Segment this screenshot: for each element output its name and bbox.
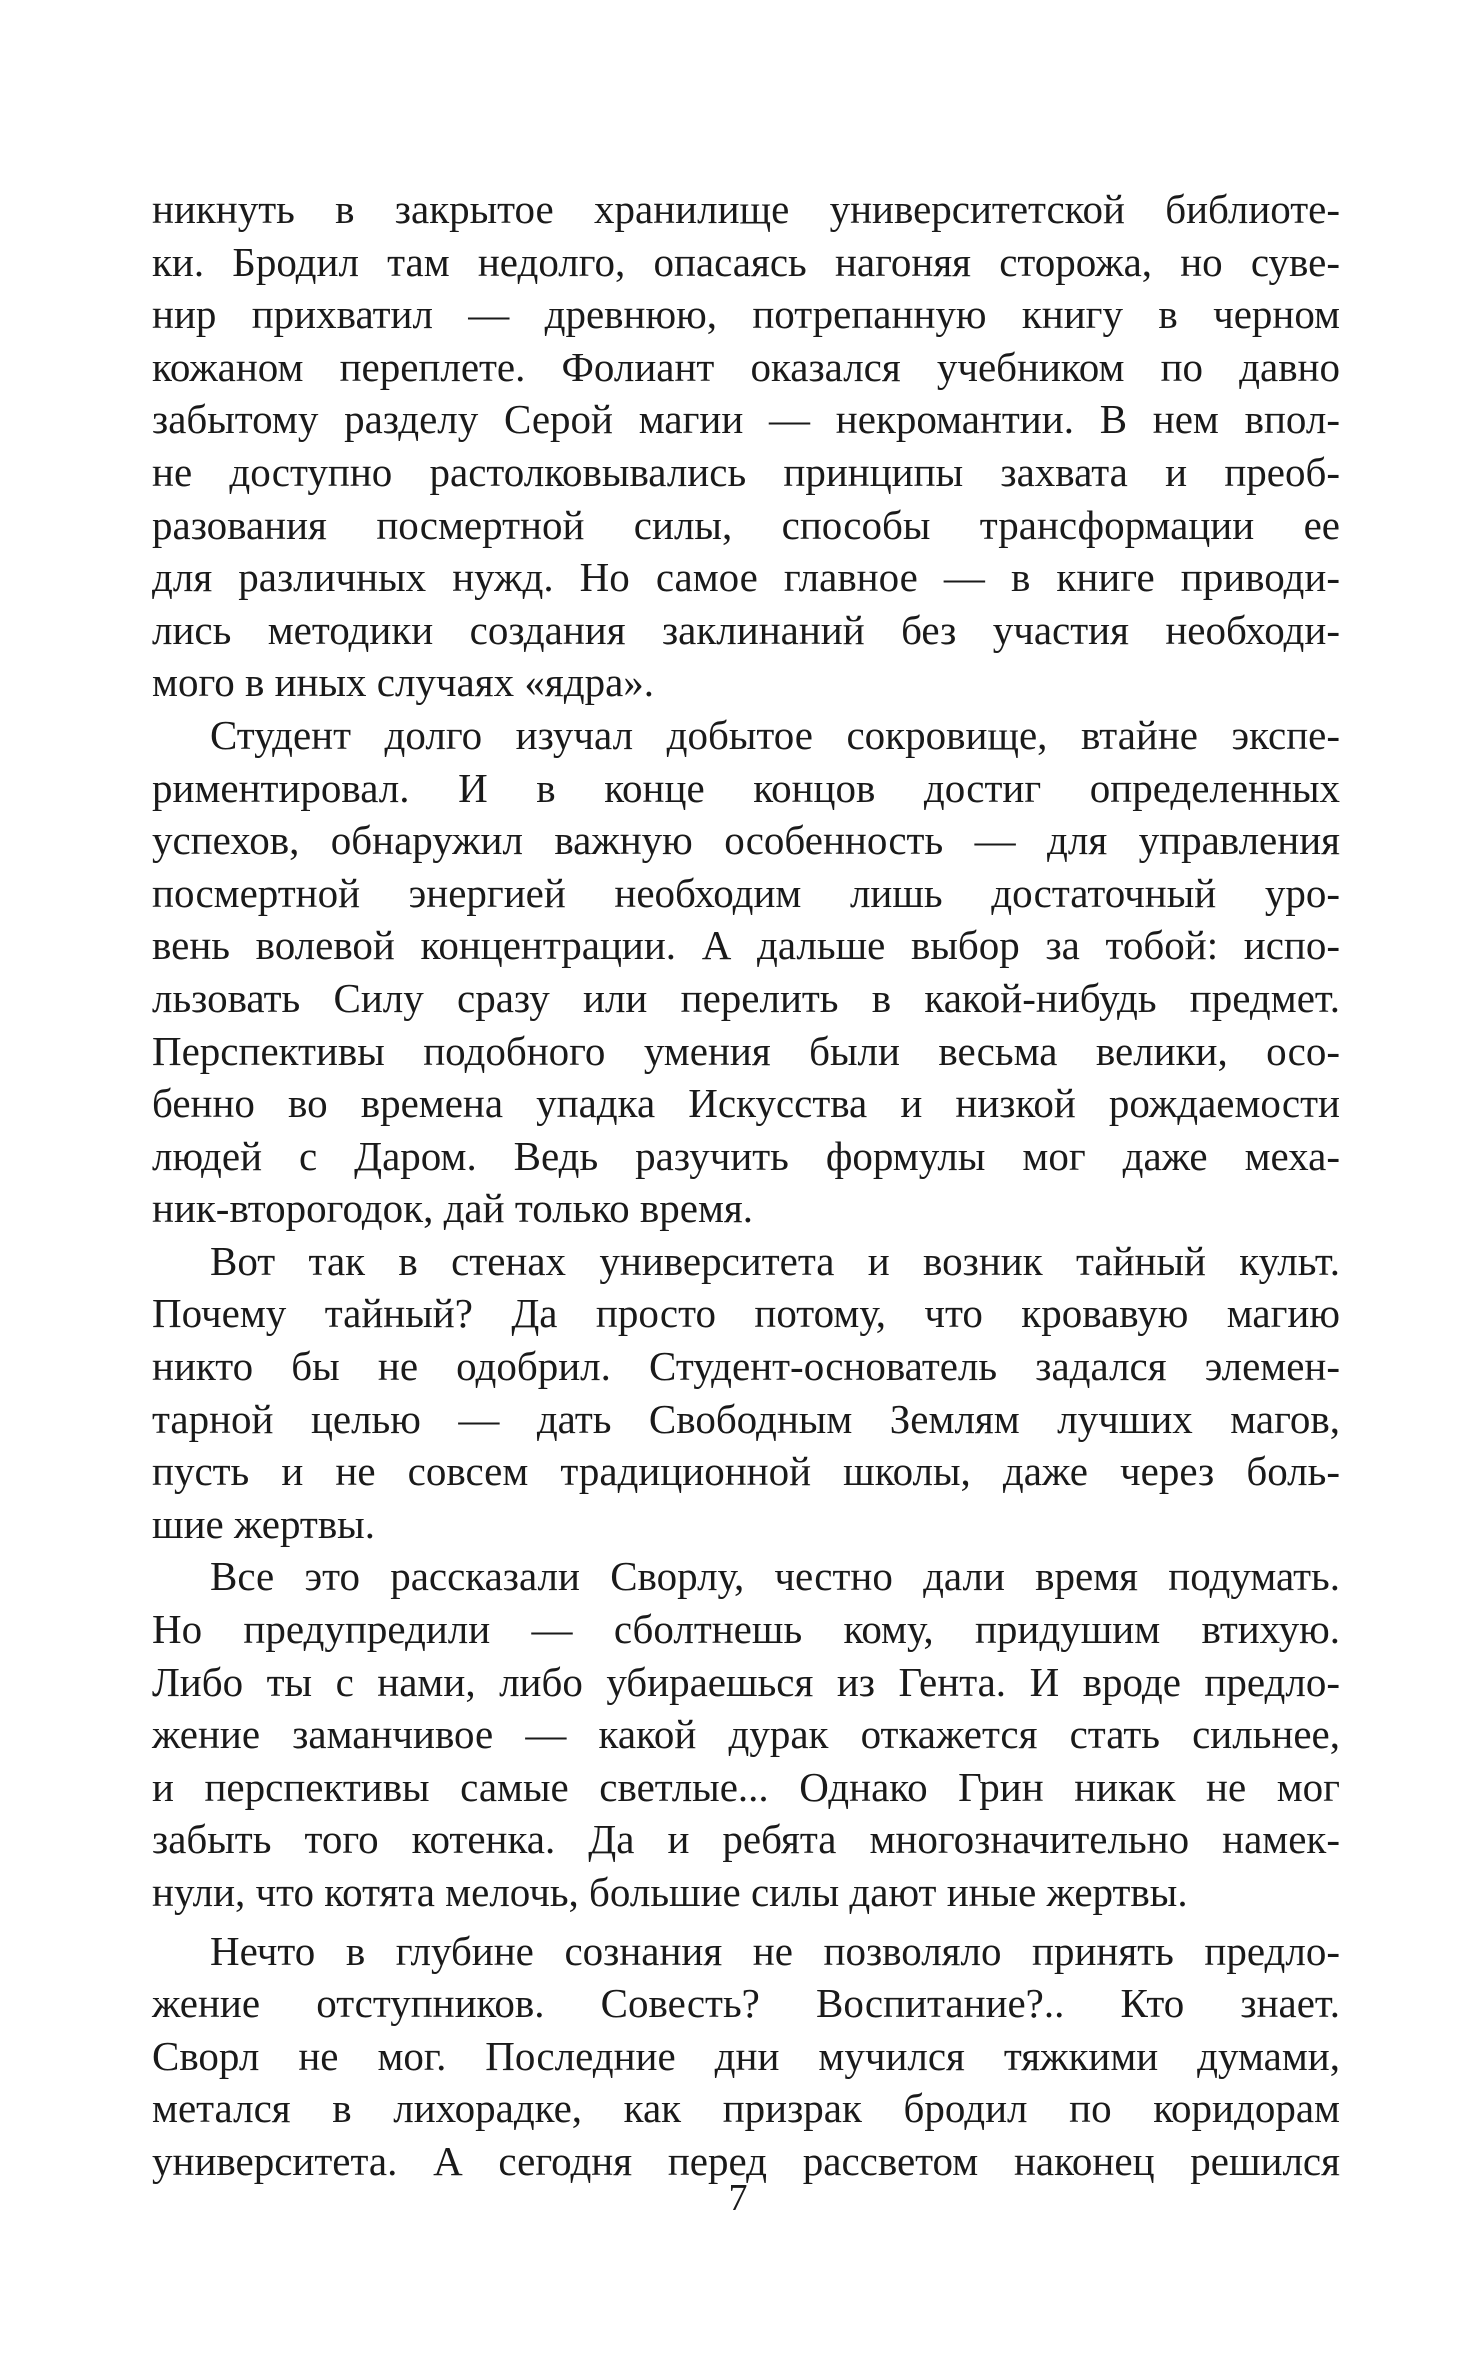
text-line: никнуть в закрытое хранилище университетской библиоте- xyxy=(152,186,1340,232)
paragraph xyxy=(152,1235,1340,1551)
text-line: риментировал. И в конце концов достиг определенных xyxy=(152,764,1340,811)
text-line: Либо ты с нами, либо убираешься из Гента. И вроде предло- xyxy=(152,1658,1340,1705)
text-line: никто бы не одобрил. Студент-основатель задался элемен- xyxy=(152,1343,1340,1390)
paragraph xyxy=(152,183,1340,709)
text-line: жение заманчивое — какой дурак откажется стать сильнее, xyxy=(152,1711,1340,1758)
text-line: шие жертвы. xyxy=(152,1500,375,1547)
text-line: Почему тайный? Да просто потому, что кровавую магию xyxy=(152,1290,1340,1337)
text-line: университета. А сегодня перед рассветом наконец решился xyxy=(152,2137,1340,2184)
text-line: нир прихватил — древнюю, потрепанную книгу в черном xyxy=(152,291,1340,338)
text-line: пусть и не совсем традиционной школы, даже через боль- xyxy=(152,1448,1340,1495)
text-line: Перспективы подобного умения были весьма велики, осо- xyxy=(152,1027,1340,1074)
text-line: льзовать Силу сразу или перелить в какой-нибудь предмет. xyxy=(152,974,1340,1021)
text-line: не доступно растолковывались принципы захвата и преоб- xyxy=(152,448,1340,495)
text-line: тарной целью — дать Свободным Землям лучших магов, xyxy=(152,1395,1340,1442)
page-number: 7 xyxy=(728,2177,748,2219)
text-line: кожаном переплете. Фолиант оказался учебником по давно xyxy=(152,343,1340,390)
text-line: жение отступников. Совесть? Воспитание?.. Кто знает. xyxy=(152,1980,1340,2027)
text-line: забытому разделу Серой магии — некромантии. В нем впол- xyxy=(152,396,1340,443)
text-line: разования посмертной силы, способы трансформации ее xyxy=(152,501,1340,548)
text-line: для различных нужд. Но самое главное — в книге приводи- xyxy=(152,554,1340,601)
text-line: нули, что котята мелочь, большие силы дают иные жертвы. xyxy=(152,1869,1188,1915)
text-line: и перспективы самые светлые... Однако Грин никак не мог xyxy=(152,1763,1340,1810)
text-line: посмертной энергией необходим лишь достаточный уро- xyxy=(152,869,1340,916)
text-line: успехов, обнаружил важную особенность — для управления xyxy=(152,817,1340,864)
text-line: вень волевой концентрации. А дальше выбор за тобой: испо- xyxy=(152,922,1340,969)
text-line: Нечто в глубине сознания не позволяло принять предло- xyxy=(210,1927,1340,1974)
text-line: мого в иных случаях «ядра». xyxy=(152,659,655,706)
text-line: Вот так в стенах университета и возник тайный культ. xyxy=(210,1237,1340,1284)
text-line: забыть того котенка. Да и ребята многозначительно намек- xyxy=(152,1816,1340,1863)
paragraph xyxy=(152,1925,1340,2188)
text-line: Но предупредили — сболтнешь кому, придушим втихую. xyxy=(152,1606,1340,1653)
text-line: бенно во времена упадка Искусства и низкой рождаемости xyxy=(152,1080,1340,1127)
text-line: Все это рассказали Сворлу, честно дали время подумать. xyxy=(210,1553,1340,1600)
text-line: людей с Даром. Ведь разучить формулы мог даже меха- xyxy=(152,1132,1340,1179)
text-line: метался в лихорадке, как призрак бродил по коридорам xyxy=(152,2085,1340,2132)
text-line: Студент долго изучал добытое сокровище, втайне экспе- xyxy=(210,711,1340,758)
paragraph xyxy=(152,709,1340,1235)
paragraph xyxy=(152,1550,1340,1918)
text-line: ник-второгодок, дай только время. xyxy=(152,1185,754,1232)
text-line: лись методики создания заклинаний без участия необходи- xyxy=(152,606,1340,653)
text-line: ки. Бродил там недолго, опасаясь нагоняя сторожа, но суве- xyxy=(152,238,1340,285)
body-text xyxy=(152,183,1340,2188)
text-line: Сворл не мог. Последние дни мучился тяжкими думами, xyxy=(152,2032,1340,2079)
